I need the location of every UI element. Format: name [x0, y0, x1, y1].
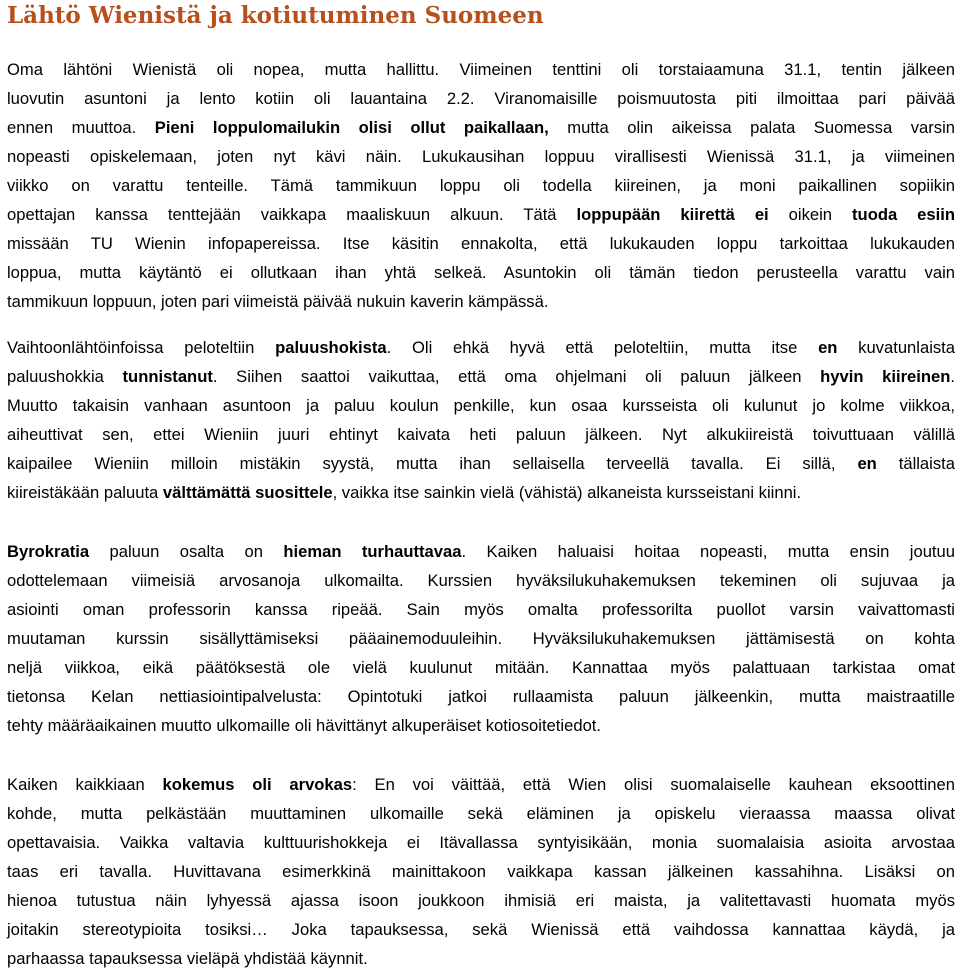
bold-text: paluushokista: [275, 338, 387, 357]
text-line: [7, 915, 955, 944]
text-line: [7, 478, 955, 507]
text-run: ennen muuttoa.: [7, 118, 155, 137]
bold-text: Pieni loppulomailukin olisi ollut paikallaan,: [154, 118, 549, 137]
text-run: mutta olin aikeissa palata Suomessa varsin: [548, 118, 955, 137]
text-line: [7, 566, 955, 595]
text-line: [7, 537, 955, 566]
text-line: [7, 113, 955, 142]
text-line: [7, 142, 955, 171]
bold-text: hyvin kiireinen: [820, 367, 951, 386]
text-line: [7, 624, 955, 653]
text-run: . Kaiken haluaisi hoitaa nopeasti, mutta ensin joutuu: [461, 542, 955, 561]
text-run: tammikuun loppuun, joten pari viimeistä päivää nukuin kaverin kämpässä.: [7, 292, 549, 311]
bold-text: välttämättä suosittele: [162, 483, 333, 502]
text-run: hienoa tutustua näin lyhyessä ajassa isoon joukkoon ihmisiä eri maista, ja valitettavasti huomata myös: [7, 891, 955, 910]
text-line: [7, 799, 955, 828]
bold-text: Byrokratia: [7, 542, 90, 561]
text-line: [7, 886, 955, 915]
bold-text: hieman turhauttavaa: [283, 542, 462, 561]
text-run: Vaihtoonlähtöinfoissa peloteltiin: [7, 338, 276, 357]
text-line: [7, 682, 955, 711]
text-line: [7, 391, 955, 420]
paragraph: [7, 770, 955, 973]
text-line: [7, 258, 955, 287]
bold-text: tuoda esiin: [852, 205, 956, 224]
text-run: aiheuttivat sen, ettei Wieniin juuri ehtinyt kaivata heti paluun jälkeen. Nyt alkukiireistä toivuttuaan välillä: [7, 425, 955, 444]
text-run: . Siihen saattoi vaikuttaa, että oma ohjelmani oli paluun jälkeen: [212, 367, 821, 386]
text-run: Kaiken kaikkiaan: [7, 775, 163, 794]
text-run: , vaikka itse sainkin vielä (vähistä) alkaneista kursseistani kiinni.: [332, 483, 802, 502]
text-run: . Oli ehkä hyvä että peloteltiin, mutta itse: [386, 338, 819, 357]
text-run: asiointi oman professorin kanssa ripeää. Sain myös omalta professorilta puollot varsin vaivattomasti: [7, 600, 955, 619]
bold-text: loppupään kiirettä ei: [576, 205, 769, 224]
text-run: joitakin stereotypioita tosiksi… Joka tapauksessa, sekä Wienissä että vaihdossa kannattaa käydä, ja: [7, 920, 955, 939]
text-line: [7, 333, 955, 362]
text-line: [7, 944, 955, 973]
bold-text: en: [818, 338, 838, 357]
text-line: [7, 828, 955, 857]
paragraph: [7, 537, 955, 740]
text-run: tietonsa Kelan nettiasiointipalvelusta: Opintotuki jatkoi rullaamista paluun jälkeenkin, mutta maistraatille: [7, 687, 955, 706]
text-run: missään TU Wienin infopapereissa. Itse käsitin ennakolta, että lukukauden loppu tarkoittaa lukukauden: [7, 234, 955, 253]
text-line: [7, 84, 955, 113]
text-run: kiireistäkään paluuta: [7, 483, 163, 502]
text-line: [7, 229, 955, 258]
paragraph: [7, 333, 955, 507]
text-line: [7, 711, 955, 740]
document-title: Lähtö Wienistä ja kotiutuminen Suomeen: [7, 2, 544, 29]
text-run: opettajan kanssa tenttejään vaikkapa maaliskuun alkuun. Tätä: [7, 205, 577, 224]
text-line: [7, 362, 955, 391]
text-run: paluun osalta on: [89, 542, 284, 561]
paragraph: [7, 55, 955, 316]
text-line: [7, 55, 955, 84]
text-run: kaipailee Wieniin milloin mistäkin syystä, mutta ihan sellaisella terveellä tavalla. Ei sillä,: [7, 454, 858, 473]
bold-text: tunnistanut: [122, 367, 213, 386]
text-run: opettavaisia. Vaikka valtavia kulttuurishokkeja ei Itävallassa syntyisikään, monia suomalaisia asioita arvostaa: [7, 833, 955, 852]
text-run: Oma lähtöni Wienistä oli nopea, mutta hallittu. Viimeinen tenttini oli torstaiaamuna 31.1, tentin jälkeen: [7, 60, 955, 79]
text-run: muutaman kurssin sisällyttämiseksi pääainemoduuleihin. Hyväksilukuhakemuksen jättämisestä on kohta: [7, 629, 955, 648]
text-run: odottelemaan viimeisiä arvosanoja ulkomailta. Kurssien hyväksilukuhakemuksen tekeminen oli sujuvaa ja: [7, 571, 955, 590]
text-run: loppua, mutta käytäntö ei ollutkaan ihan yhtä selkeä. Asuntokin oli tämän tiedon perusteella varattu vain: [7, 263, 955, 282]
text-run: kohde, mutta pelkästään muuttaminen ulkomaille sekä eläminen ja opiskelu vieraassa maassa olivat: [7, 804, 955, 823]
text-run: Muutto takaisin vanhaan asuntoon ja paluu koulun penkille, kun osaa kursseista oli kulunut jo kolme viikkoa,: [7, 396, 955, 415]
bold-text: en: [857, 454, 877, 473]
text-run: tehty määräaikainen muutto ulkomaille oli hävittänyt alkuperäiset kotiosoitetiedot.: [7, 716, 602, 735]
text-run: paluushokkia: [7, 367, 123, 386]
text-line: [7, 287, 955, 316]
text-line: [7, 171, 955, 200]
text-run: tällaista: [876, 454, 955, 473]
text-run: : En voi väittää, että Wien olisi suomalaiselle kauhean eksoottinen: [352, 775, 955, 794]
text-line: [7, 653, 955, 682]
text-line: [7, 449, 955, 478]
text-run: viikko on varattu tenteille. Tämä tammikuun loppu oli todella kiireinen, ja moni paikallinen sopiikin: [7, 176, 955, 195]
text-line: [7, 770, 955, 799]
text-line: [7, 595, 955, 624]
text-run: oikein: [768, 205, 853, 224]
text-line: [7, 200, 955, 229]
text-run: parhaassa tapauksessa vieläpä yhdistää käynnit.: [7, 949, 368, 968]
text-run: taas eri tavalla. Huvittavana esimerkkinä mainittakoon vaikkapa kassan jälkeinen kassahihna. Lisäksi on: [7, 862, 955, 881]
text-run: kuvatunlaista: [837, 338, 956, 357]
text-line: [7, 420, 955, 449]
bold-text: kokemus oli arvokas: [162, 775, 353, 794]
text-run: neljä viikkoa, eikä päätöksestä ole vielä kuulunut mitään. Kannattaa myös palattuaan tarkistaa omat: [7, 658, 955, 677]
text-line: [7, 857, 955, 886]
text-run: nopeasti opiskelemaan, joten nyt kävi näin. Lukukausihan loppuu virallisesti Wienissä 31.1, ja viimeinen: [7, 147, 955, 166]
text-run: luovutin asuntoni ja lento kotiin oli lauantaina 2.2. Viranomaisille poismuutosta piti ilmoittaa pari päivää: [7, 89, 955, 108]
text-run: .: [950, 367, 955, 386]
